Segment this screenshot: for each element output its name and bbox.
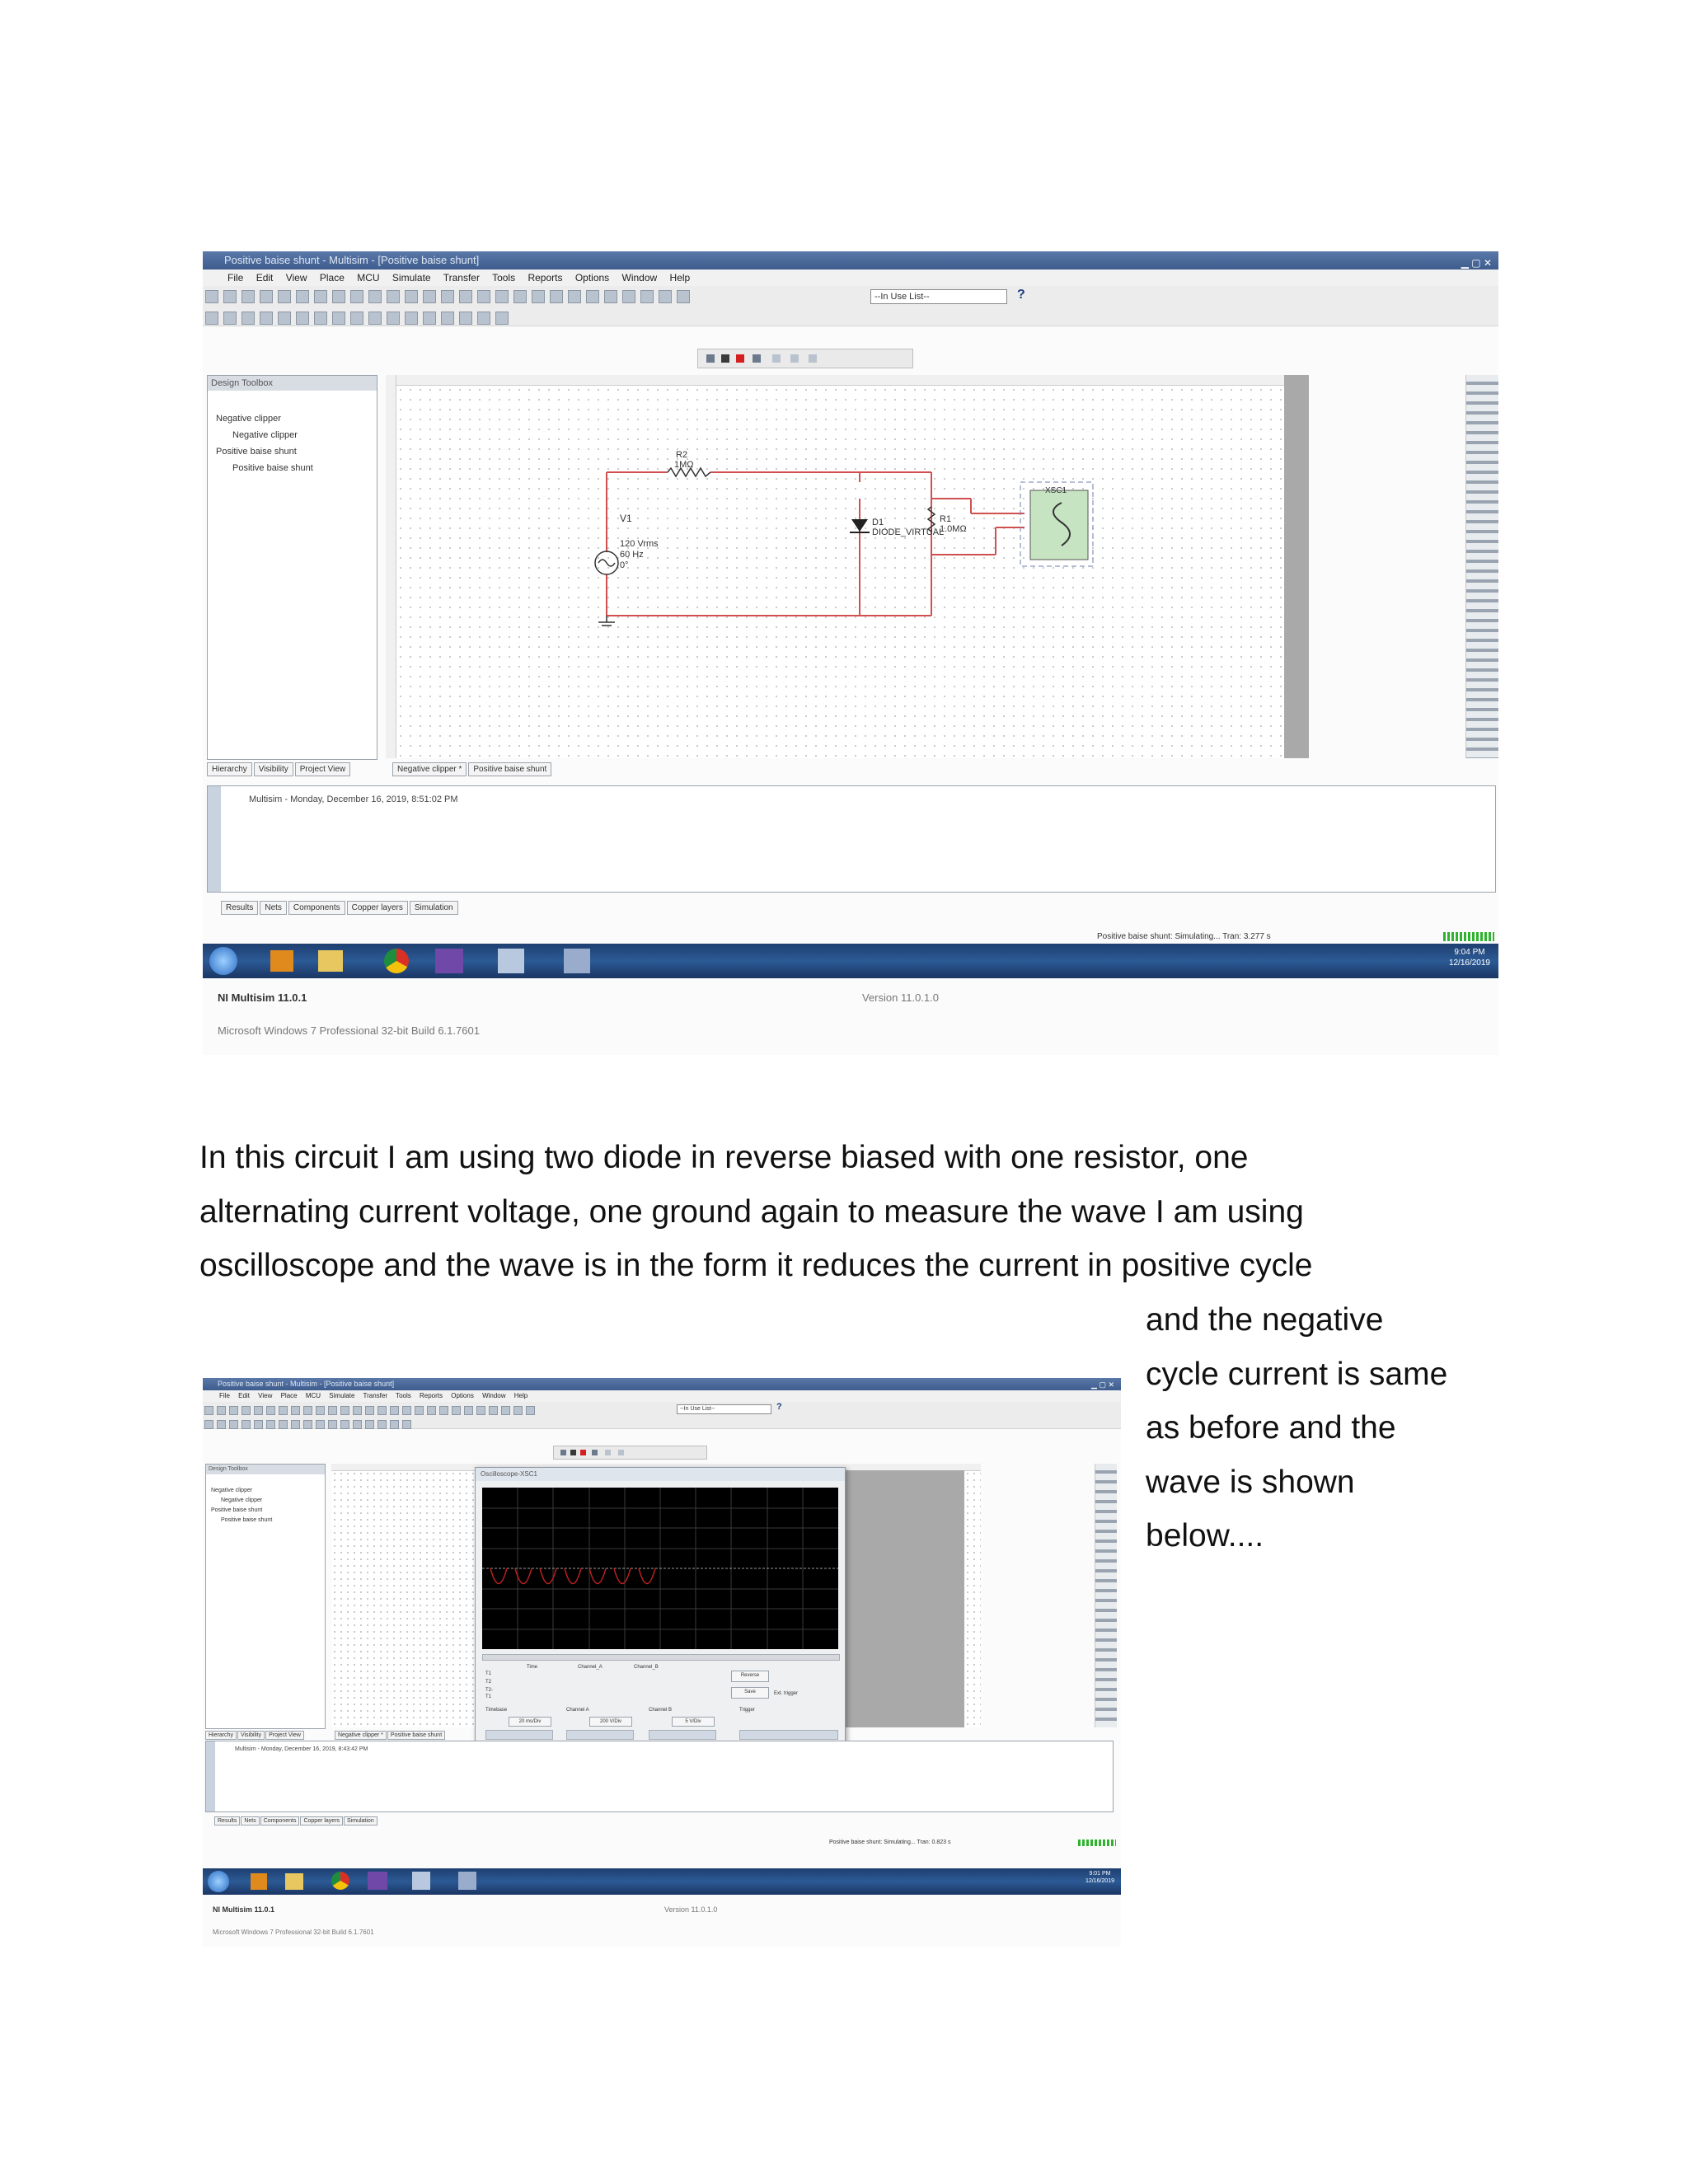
visual-studio-icon[interactable] [368,1872,387,1890]
oscilloscope-screen [482,1488,838,1649]
diode-d1-symbol [850,519,870,532]
tab-components[interactable]: Components [288,901,345,915]
v1-phase: 0° [620,560,629,570]
tree-item[interactable]: Positive baise shunt [216,447,297,457]
timebase-mode-buttons[interactable] [485,1730,553,1740]
menu-view[interactable]: View [285,272,307,284]
component-wizard-icon[interactable] [550,290,563,303]
copy-icon[interactable] [332,290,345,303]
tab-visibility[interactable]: Visibility [254,762,293,776]
open-icon[interactable] [217,1406,226,1415]
scope-label: XSC1 [1045,486,1067,495]
design-toolbox-title: Design Toolbox [208,376,377,391]
menu-mcu[interactable]: MCU [305,1392,321,1399]
spreadsheet-view-label [208,786,221,892]
forward-annotate-icon[interactable] [677,290,690,303]
cut-icon[interactable] [314,290,327,303]
simulation-activity-meter [1078,1840,1116,1846]
tab-project-view[interactable]: Project View [265,1731,304,1740]
screenshot-multisim-oscilloscope [203,1378,1121,1947]
step-icon[interactable] [753,354,761,363]
menu-transfer[interactable]: Transfer [363,1392,387,1399]
zoom-out-icon[interactable] [441,290,454,303]
back-annotate-icon[interactable] [513,1406,523,1415]
forward-annotate-icon[interactable] [526,1406,535,1415]
mixed-icon[interactable] [350,312,363,325]
design-toolbox-panel [207,375,377,760]
oscilloscope-window [475,1467,846,1772]
in-use-list-dropdown[interactable]: --In Use List-- [677,1404,771,1414]
ext-trigger-label: Ext. trigger [774,1691,799,1696]
print-icon[interactable] [278,290,291,303]
tree-item[interactable]: Negative clipper [221,1497,263,1503]
design-toolbox-tree [208,391,377,476]
taskbar-clock[interactable] [1449,948,1490,968]
circuit-schematic [386,375,1309,758]
window-title-bar [203,1378,1121,1390]
row-t2-t1: T2-T1 [485,1688,493,1699]
channel-b-label: Channel B [649,1708,673,1713]
paragraph-line: and the negative [1146,1302,1384,1338]
v1-frequency: 60 Hz [620,550,644,560]
col-channel-b: Channel_B [634,1665,659,1670]
paragraph-line: oscilloscope and the wave is in the form it reduces the current in positive cycle [199,1248,1313,1283]
instruments-toolbar[interactable] [1465,375,1498,758]
power-icon[interactable] [387,312,400,325]
new-icon[interactable] [204,1406,213,1415]
fullscreen-icon[interactable] [340,1406,349,1415]
open-icon[interactable] [223,290,237,303]
chrome-icon[interactable] [331,1872,349,1890]
probe-icon[interactable] [772,354,781,363]
toolbox-tabs [207,762,352,776]
step-icon[interactable] [592,1450,598,1455]
component-wizard-icon[interactable] [439,1406,448,1415]
menu-reports[interactable]: Reports [528,272,563,284]
menu-window[interactable]: Window [621,272,658,284]
clock-date: 12/16/2019 [1085,1877,1114,1884]
tab-results[interactable]: Results [214,1816,240,1825]
open-samples-icon[interactable] [229,1406,238,1415]
ultiboard-taskbar-icon[interactable] [564,949,590,973]
help-icon[interactable]: ? [1017,288,1025,302]
tree-item[interactable]: Negative clipper [216,414,281,424]
paragraph-line: below.... [1146,1518,1264,1554]
database-icon[interactable] [532,290,545,303]
postprocessor-icon[interactable] [464,1406,473,1415]
redo-icon[interactable] [387,290,400,303]
tree-item[interactable]: Negative clipper [211,1488,253,1493]
spreadsheet-tabs [221,901,460,915]
menu-window[interactable]: Window [482,1392,506,1399]
document-tabs [392,762,553,776]
menu-view[interactable]: View [258,1392,273,1399]
save-button[interactable]: Save [731,1687,769,1699]
col-time: Time [527,1665,538,1670]
zoom-in-icon[interactable] [423,290,436,303]
paragraph-line: cycle current is same [1146,1356,1448,1392]
source-icon[interactable] [205,312,218,325]
rf-icon[interactable] [353,1420,362,1429]
cmos-icon[interactable] [314,312,327,325]
run-simulation-button[interactable] [560,1450,566,1455]
menu-bar [203,1390,1121,1402]
breadboard-icon[interactable] [489,1406,498,1415]
undo-icon[interactable] [368,290,382,303]
footer-os: Microsoft Windows 7 Professional 32-bit Build 6.1.7601 [218,1024,480,1037]
zoom-fit-icon[interactable] [390,1406,399,1415]
media-player-icon[interactable] [251,1873,267,1890]
menu-mcu[interactable]: MCU [357,272,380,284]
menu-bar [203,269,1498,286]
copy-icon[interactable] [291,1406,300,1415]
oscilloscope-trace [482,1488,838,1649]
paragraph-line: In this circuit I am using two diode in reverse biased with one resistor, one [199,1140,1249,1175]
menu-transfer[interactable]: Transfer [443,272,480,284]
clock-date: 12/16/2019 [1448,958,1490,968]
channel-a-coupling-buttons[interactable] [566,1730,634,1740]
transistor-icon[interactable] [241,1420,251,1429]
menu-file[interactable]: File [227,272,244,284]
undo-icon[interactable] [316,1406,325,1415]
database-icon[interactable] [427,1406,436,1415]
zoom-fit-icon[interactable] [477,290,490,303]
document-tabs [335,1731,446,1740]
file-explorer-icon[interactable] [318,950,343,972]
windows-taskbar [203,944,1498,978]
taskbar-clock[interactable] [1085,1871,1114,1886]
schematic-canvas[interactable] [386,375,1309,758]
transistor-icon[interactable] [260,312,273,325]
probe-settings-icon[interactable] [618,1450,624,1455]
menu-options[interactable]: Options [574,272,610,284]
paragraph-line: wave is shown [1146,1464,1355,1500]
back-annotate-icon[interactable] [659,290,672,303]
paragraph-line: alternating current voltage, one ground again to measure the wave I am using [199,1193,1304,1230]
mixed-icon[interactable] [303,1420,312,1429]
channel-a-label: Channel A [566,1708,589,1713]
electromechanical-icon[interactable] [441,312,454,325]
window-title-bar [203,251,1498,269]
menu-file[interactable]: File [219,1392,230,1399]
menu-reports[interactable]: Reports [420,1392,443,1399]
design-toolbox-panel [205,1464,326,1729]
d1-label: D1 [872,518,884,527]
new-icon[interactable] [205,290,218,303]
bus-icon[interactable] [495,312,509,325]
search-icon[interactable] [495,290,509,303]
paragraph-description [199,1131,1313,1293]
pause-simulation-button[interactable] [570,1450,576,1455]
chrome-icon[interactable] [384,949,409,973]
tab-results[interactable]: Results [221,901,258,915]
clock-time: 9:01 PM [1089,1871,1111,1877]
cut-icon[interactable] [279,1406,288,1415]
tab-simulation[interactable]: Simulation [344,1816,377,1825]
hierarchical-block-icon[interactable] [390,1420,399,1429]
diode-icon[interactable] [241,312,255,325]
spreadsheet-view [205,1741,1114,1812]
menu-place[interactable]: Place [319,272,345,284]
rf-icon[interactable] [423,312,436,325]
menu-help[interactable]: Help [513,1392,528,1399]
in-use-list-dropdown[interactable]: --In Use List-- [870,289,1007,304]
electromechanical-icon[interactable] [365,1420,374,1429]
trigger-mode-buttons[interactable] [739,1730,838,1740]
breadboard-icon[interactable] [622,290,635,303]
erc-icon[interactable] [476,1406,485,1415]
footer-product: NI Multisim 11.0.1 [213,1905,275,1914]
trigger-label: Trigger [739,1708,755,1713]
components-toolbar [203,1416,1121,1429]
zoom-area-icon[interactable] [377,1406,387,1415]
tree-item[interactable]: Positive baise shunt [232,463,313,473]
multisim-taskbar-icon[interactable] [412,1872,430,1890]
oscilloscope-scrollbar[interactable] [482,1654,840,1661]
d1-model: DIODE_VIRTUAL [872,527,945,537]
toolbox-tabs [205,1731,305,1740]
menu-tools[interactable]: Tools [492,272,516,284]
visual-studio-icon[interactable] [435,949,463,973]
simulation-activity-meter [1443,932,1494,941]
bus-icon[interactable] [402,1420,411,1429]
media-player-icon[interactable] [270,950,293,972]
analog-icon[interactable] [254,1420,263,1429]
pause-simulation-button[interactable] [721,354,729,363]
misc-digital-icon[interactable] [332,312,345,325]
r1-value: 1.0MΩ [940,524,967,534]
components-toolbar [203,307,1498,326]
spreadsheet-view-label [206,1741,215,1811]
window-controls[interactable]: ▁ ▢ ✕ [1091,1380,1114,1389]
ultiboard-taskbar-icon[interactable] [458,1872,476,1890]
simulation-toolbar [553,1446,707,1460]
tab-positive-baise-shunt[interactable]: Positive baise shunt [387,1731,445,1740]
basic-icon[interactable] [223,312,237,325]
paste-icon[interactable] [303,1406,312,1415]
footer-version: Version 11.0.1.0 [664,1905,718,1914]
probe-settings-icon[interactable] [790,354,799,363]
spreadsheet-tabs [214,1816,378,1825]
main-toolbar [203,1402,1121,1417]
reverse-button[interactable]: Reverse [731,1671,769,1682]
hierarchical-block-icon[interactable] [477,312,490,325]
spreadsheet-message: Multisim - Monday, December 16, 2019, 8:51:02 PM [249,794,458,804]
ultiboard-icon[interactable] [501,1406,510,1415]
design-toolbox-tree [206,1474,325,1526]
menu-tools[interactable]: Tools [396,1392,411,1399]
waveform-trace [490,1568,655,1584]
source-icon[interactable] [204,1420,213,1429]
tab-hierarchy[interactable]: Hierarchy [205,1731,237,1740]
ultiboard-icon[interactable] [640,290,654,303]
channel-b-scale[interactable]: 5 V/Div [672,1717,715,1727]
ground-symbol [598,616,615,626]
status-bar-text: Positive baise shunt: Simulating... Tran: 0.823 s [829,1840,951,1845]
tab-negative-clipper[interactable]: Negative clipper * [392,762,467,776]
fullscreen-icon[interactable] [405,290,418,303]
timebase-label: Timebase [485,1708,508,1713]
timebase-scale[interactable]: 20 ms/Div [509,1717,551,1727]
channel-b-coupling-buttons[interactable] [649,1730,716,1740]
footer-os: Microsoft Windows 7 Professional 32-bit Build 6.1.7601 [213,1929,374,1936]
power-icon[interactable] [328,1420,337,1429]
windows-start-icon[interactable] [208,1871,229,1892]
menu-edit[interactable]: Edit [238,1392,250,1399]
analog-icon[interactable] [278,312,291,325]
tab-nets[interactable]: Nets [241,1816,259,1825]
tab-negative-clipper[interactable]: Negative clipper * [335,1731,387,1740]
window-title: Positive baise shunt - Multisim - [Positive baise shunt] [224,254,480,266]
windows-taskbar [203,1868,1121,1895]
r1-label: R1 [940,514,952,524]
main-toolbar [203,286,1498,308]
print-preview-icon[interactable] [296,290,309,303]
indicator-icon[interactable] [316,1420,325,1429]
paragraph-line: as before and the [1146,1410,1396,1446]
ttl-icon[interactable] [296,312,309,325]
instrument-icon[interactable] [809,354,817,363]
grapher-icon[interactable] [452,1406,461,1415]
zoom-in-icon[interactable] [353,1406,362,1415]
paragraph-continuation [1146,1293,1447,1563]
tree-item[interactable]: Negative clipper [232,430,298,440]
spreadsheet-view [207,785,1496,893]
tab-positive-baise-shunt[interactable]: Positive baise shunt [468,762,551,776]
instruments-toolbar[interactable] [1095,1464,1117,1727]
print-icon[interactable] [254,1406,263,1415]
diode-icon[interactable] [229,1420,238,1429]
col-channel-a: Channel_A [578,1665,603,1670]
r2-label: R2 [676,450,688,460]
tab-copper-layers[interactable]: Copper layers [347,901,408,915]
menu-options[interactable]: Options [451,1392,474,1399]
misc-icon[interactable] [405,312,418,325]
r2-value: 1MΩ [674,460,694,470]
mcu-icon[interactable] [459,312,472,325]
window-controls[interactable]: ▁ ▢ ✕ [1461,257,1492,269]
clock-time: 9:04 PM [1454,948,1485,957]
misc-icon[interactable] [340,1420,349,1429]
status-bar-text: Positive baise shunt: Simulating... Tran: 3.277 s [1097,932,1271,941]
stop-simulation-button[interactable] [736,354,744,363]
tab-hierarchy[interactable]: Hierarchy [207,762,252,776]
stop-simulation-button[interactable] [580,1450,586,1455]
v1-rms: 120 Vrms [620,539,659,549]
tab-copper-layers[interactable]: Copper layers [300,1816,343,1825]
simulation-toolbar [697,349,913,368]
misc-digital-icon[interactable] [291,1420,300,1429]
run-simulation-button[interactable] [706,354,715,363]
paste-icon[interactable] [350,290,363,303]
postprocessor-icon[interactable] [586,290,599,303]
row-t1: T1 [485,1671,492,1676]
spreadsheet-message: Multisim - Monday, December 16, 2019, 8:43:42 PM [235,1746,368,1752]
tab-visibility[interactable]: Visibility [237,1731,265,1740]
tab-project-view[interactable]: Project View [295,762,350,776]
help-icon[interactable]: ? [776,1402,782,1412]
open-samples-icon[interactable] [241,290,255,303]
search-icon[interactable] [402,1406,411,1415]
save-icon[interactable] [260,290,273,303]
tree-item[interactable]: Positive baise shunt [211,1507,263,1513]
basic-icon[interactable] [217,1420,226,1429]
file-explorer-icon[interactable] [285,1873,303,1890]
mcu-icon[interactable] [377,1420,387,1429]
channel-a-scale[interactable]: 200 V/Div [589,1717,632,1727]
cmos-icon[interactable] [279,1420,288,1429]
ac-source-v1-symbol [595,551,618,574]
row-t2: T2 [485,1680,492,1685]
footer-version: Version 11.0.1.0 [862,991,939,1004]
footer-product: NI Multisim 11.0.1 [218,991,307,1004]
menu-simulate[interactable]: Simulate [392,272,431,284]
menu-help[interactable]: Help [669,272,691,284]
menu-simulate[interactable]: Simulate [329,1392,355,1399]
v1-label: V1 [620,513,632,524]
indicator-icon[interactable] [368,312,382,325]
menu-place[interactable]: Place [280,1392,298,1399]
redo-icon[interactable] [328,1406,337,1415]
screenshot-multisim-circuit [203,251,1498,1055]
window-title: Positive baise shunt - Multisim - [Positive baise shunt] [218,1380,395,1388]
erc-icon[interactable] [604,290,617,303]
tab-simulation[interactable]: Simulation [410,901,458,915]
tab-components[interactable]: Components [260,1816,300,1825]
print-preview-icon[interactable] [266,1406,275,1415]
grapher-icon[interactable] [568,290,581,303]
design-toolbox-title: Design Toolbox [206,1465,325,1474]
ttl-icon[interactable] [266,1420,275,1429]
windows-start-icon[interactable] [209,947,237,975]
tree-item[interactable]: Positive baise shunt [221,1517,273,1523]
probe-icon[interactable] [605,1450,611,1455]
menu-edit[interactable]: Edit [256,272,274,284]
zoom-out-icon[interactable] [365,1406,374,1415]
zoom-area-icon[interactable] [459,290,472,303]
tab-nets[interactable]: Nets [260,901,287,915]
spreadsheet-icon[interactable] [415,1406,424,1415]
save-icon[interactable] [241,1406,251,1415]
spreadsheet-icon[interactable] [513,290,527,303]
oscilloscope-title: Oscilloscope-XSC1 [476,1468,845,1481]
multisim-taskbar-icon[interactable] [498,949,524,973]
